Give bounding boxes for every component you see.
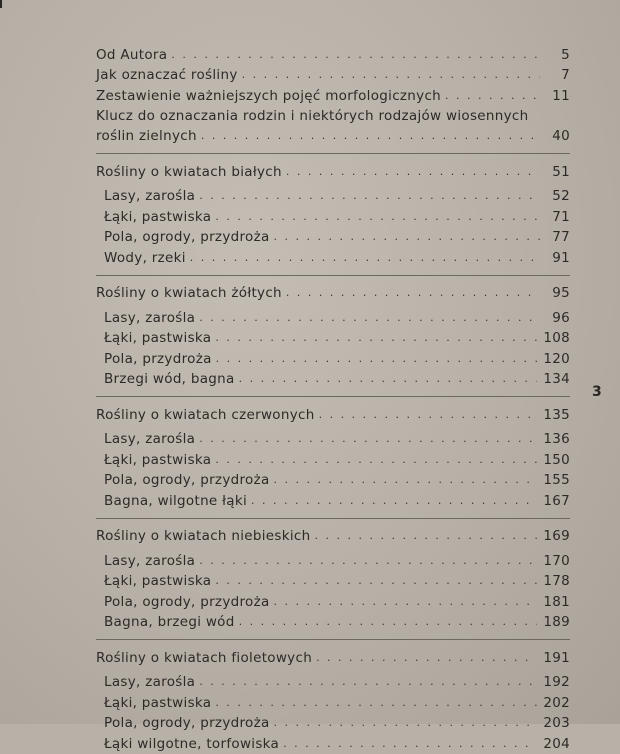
subsection-title: Lasy, zarośla [104, 674, 196, 690]
subsection-entry [96, 612, 570, 633]
subsection-entry [96, 247, 570, 268]
dot-leader [315, 526, 538, 546]
subsection-title: Pola, ogrody, przydroża [104, 715, 270, 731]
section-heading [96, 161, 570, 182]
subsection-title: Łąki, pastwiska [104, 573, 212, 589]
subsection-title: Łąki, pastwiska [104, 694, 212, 711]
subsection-page: 96 [552, 309, 570, 326]
section-page: 135 [543, 406, 570, 423]
dot-leader [242, 65, 540, 85]
section-page: 51 [552, 163, 570, 180]
subsection-entry [96, 206, 570, 227]
subsection-entry [96, 348, 570, 369]
section-divider [96, 275, 570, 276]
dot-leader [445, 86, 540, 106]
subsection-page: 77 [552, 229, 570, 245]
subsection-entry [96, 490, 570, 511]
table-of-contents [96, 44, 570, 754]
subsection-entry [96, 550, 570, 571]
toc-entry-page: 40 [552, 128, 570, 144]
subsection-title: Łąki, pastwiska [104, 330, 212, 346]
subsection-page: 189 [543, 614, 570, 630]
subsection-entry [96, 733, 570, 754]
dot-leader [201, 126, 540, 146]
subsection-title: Pola, ogrody, przydroża [104, 229, 270, 245]
subsection-title: Pola, ogrody, przydroża [104, 472, 270, 488]
section-page: 169 [543, 528, 570, 544]
page-number: 3 [592, 384, 602, 400]
subsection-entry [96, 227, 570, 248]
subsection-page: 155 [543, 472, 570, 488]
toc-entry-title: Zestawienie ważniejszych pojęć morfologicznych [96, 87, 442, 104]
toc-entry-title-line2-row [96, 126, 570, 147]
subsection-title: Łąki, pastwiska [104, 451, 212, 468]
dot-leader [215, 207, 540, 227]
dot-leader [199, 308, 540, 328]
subsection-page: 136 [543, 431, 570, 447]
subsection-entry [96, 591, 570, 612]
subsection-title: Brzegi wód, bagna [104, 371, 235, 387]
dot-leader [215, 450, 537, 470]
subsection-entry [96, 307, 570, 328]
dot-leader [190, 248, 540, 268]
dot-leader [215, 328, 537, 348]
toc-entry-jak-oznaczac [96, 65, 570, 86]
subsection-page: 167 [543, 492, 570, 509]
toc-entry-page: 11 [552, 87, 570, 104]
toc-entry-page: 7 [561, 67, 570, 83]
dot-leader [199, 551, 537, 571]
subsection-title: Lasy, zarośla [104, 188, 196, 204]
dot-leader [286, 162, 540, 182]
subsection-entry [96, 692, 570, 713]
subsection-page: 181 [543, 593, 570, 610]
dot-leader [199, 186, 540, 206]
subsection-page: 120 [543, 350, 570, 367]
subsection-title: Pola, ogrody, przydroża [104, 593, 270, 610]
subsection-page: 91 [552, 249, 570, 266]
dot-leader [199, 429, 537, 449]
subsection-entry [96, 449, 570, 470]
subsection-entry [96, 369, 570, 390]
section-page: 191 [543, 649, 570, 666]
subsection-page: 134 [543, 371, 570, 387]
dot-leader [319, 405, 538, 425]
dot-leader [216, 349, 538, 369]
section-title: Rośliny o kwiatach żółtych [96, 285, 282, 301]
toc-entry-page: 5 [561, 46, 570, 63]
subsection-page: 204 [543, 735, 570, 752]
subsection-page: 203 [543, 715, 570, 731]
section-heading [96, 647, 570, 668]
subsection-page: 178 [543, 573, 570, 589]
dot-leader [215, 571, 537, 591]
section-heading [96, 526, 570, 547]
section-page: 95 [552, 285, 570, 301]
subsection-title: Lasy, zarośla [104, 431, 196, 447]
subsection-entry [96, 186, 570, 207]
section-title: Rośliny o kwiatach fioletowych [96, 649, 313, 666]
toc-entry-od-autora [96, 44, 570, 65]
section-divider [96, 518, 570, 519]
toc-entry-title-line2: roślin zielnych [96, 128, 197, 144]
subsection-entry [96, 713, 570, 734]
dot-leader [239, 612, 538, 632]
toc-entry-title: Od Autora [96, 46, 168, 63]
dot-leader [274, 713, 538, 733]
subsection-title: Bagna, brzegi wód [104, 614, 235, 630]
dot-leader [171, 45, 540, 65]
dot-leader [274, 470, 538, 490]
section-title: Rośliny o kwiatach białych [96, 163, 282, 180]
subsection-page: 202 [543, 694, 570, 711]
subsection-title: Łąki, pastwiska [104, 208, 212, 225]
subsection-title: Bagna, wilgotne łąki [104, 492, 248, 509]
subsection-page: 170 [543, 552, 570, 569]
subsection-entry [96, 672, 570, 693]
dot-leader [215, 693, 537, 713]
subsection-entry [96, 470, 570, 491]
subsection-page: 150 [543, 451, 570, 468]
section-divider [96, 396, 570, 397]
subsection-title: Pola, przydroża [104, 350, 212, 367]
dot-leader [199, 672, 537, 692]
dot-leader [316, 648, 537, 668]
subsection-title: Łąki wilgotne, torfowiska [104, 735, 280, 752]
section-title: Rośliny o kwiatach czerwonych [96, 406, 315, 423]
subsection-entry [96, 571, 570, 592]
subsection-title: Lasy, zarośla [104, 552, 196, 569]
toc-entry-klucz [96, 106, 570, 147]
subsection-page: 108 [543, 330, 570, 346]
subsection-page: 192 [543, 674, 570, 690]
subsection-page: 71 [552, 208, 570, 225]
dot-leader [286, 283, 540, 303]
subsection-title: Wody, rzeki [104, 249, 186, 266]
section-heading [96, 283, 570, 304]
toc-entry-title-line1: Klucz do oznaczania rodzin i niektórych rodzajów wiosennych [96, 107, 529, 124]
subsection-title: Lasy, zarośla [104, 309, 196, 326]
section-heading [96, 404, 570, 425]
dot-leader [274, 227, 540, 247]
subsection-entry [96, 429, 570, 450]
corner-mark [0, 0, 2, 8]
dot-leader [283, 734, 537, 754]
section-divider [96, 153, 570, 154]
subsection-entry [96, 328, 570, 349]
section-title: Rośliny o kwiatach niebieskich [96, 528, 311, 544]
toc-entry-title: Jak oznaczać rośliny [96, 67, 238, 83]
subsection-page: 52 [552, 188, 570, 204]
dot-leader [239, 369, 538, 389]
toc-entry-zestawienie [96, 85, 570, 106]
dot-leader [274, 592, 538, 612]
section-divider [96, 639, 570, 640]
dot-leader [251, 491, 537, 511]
